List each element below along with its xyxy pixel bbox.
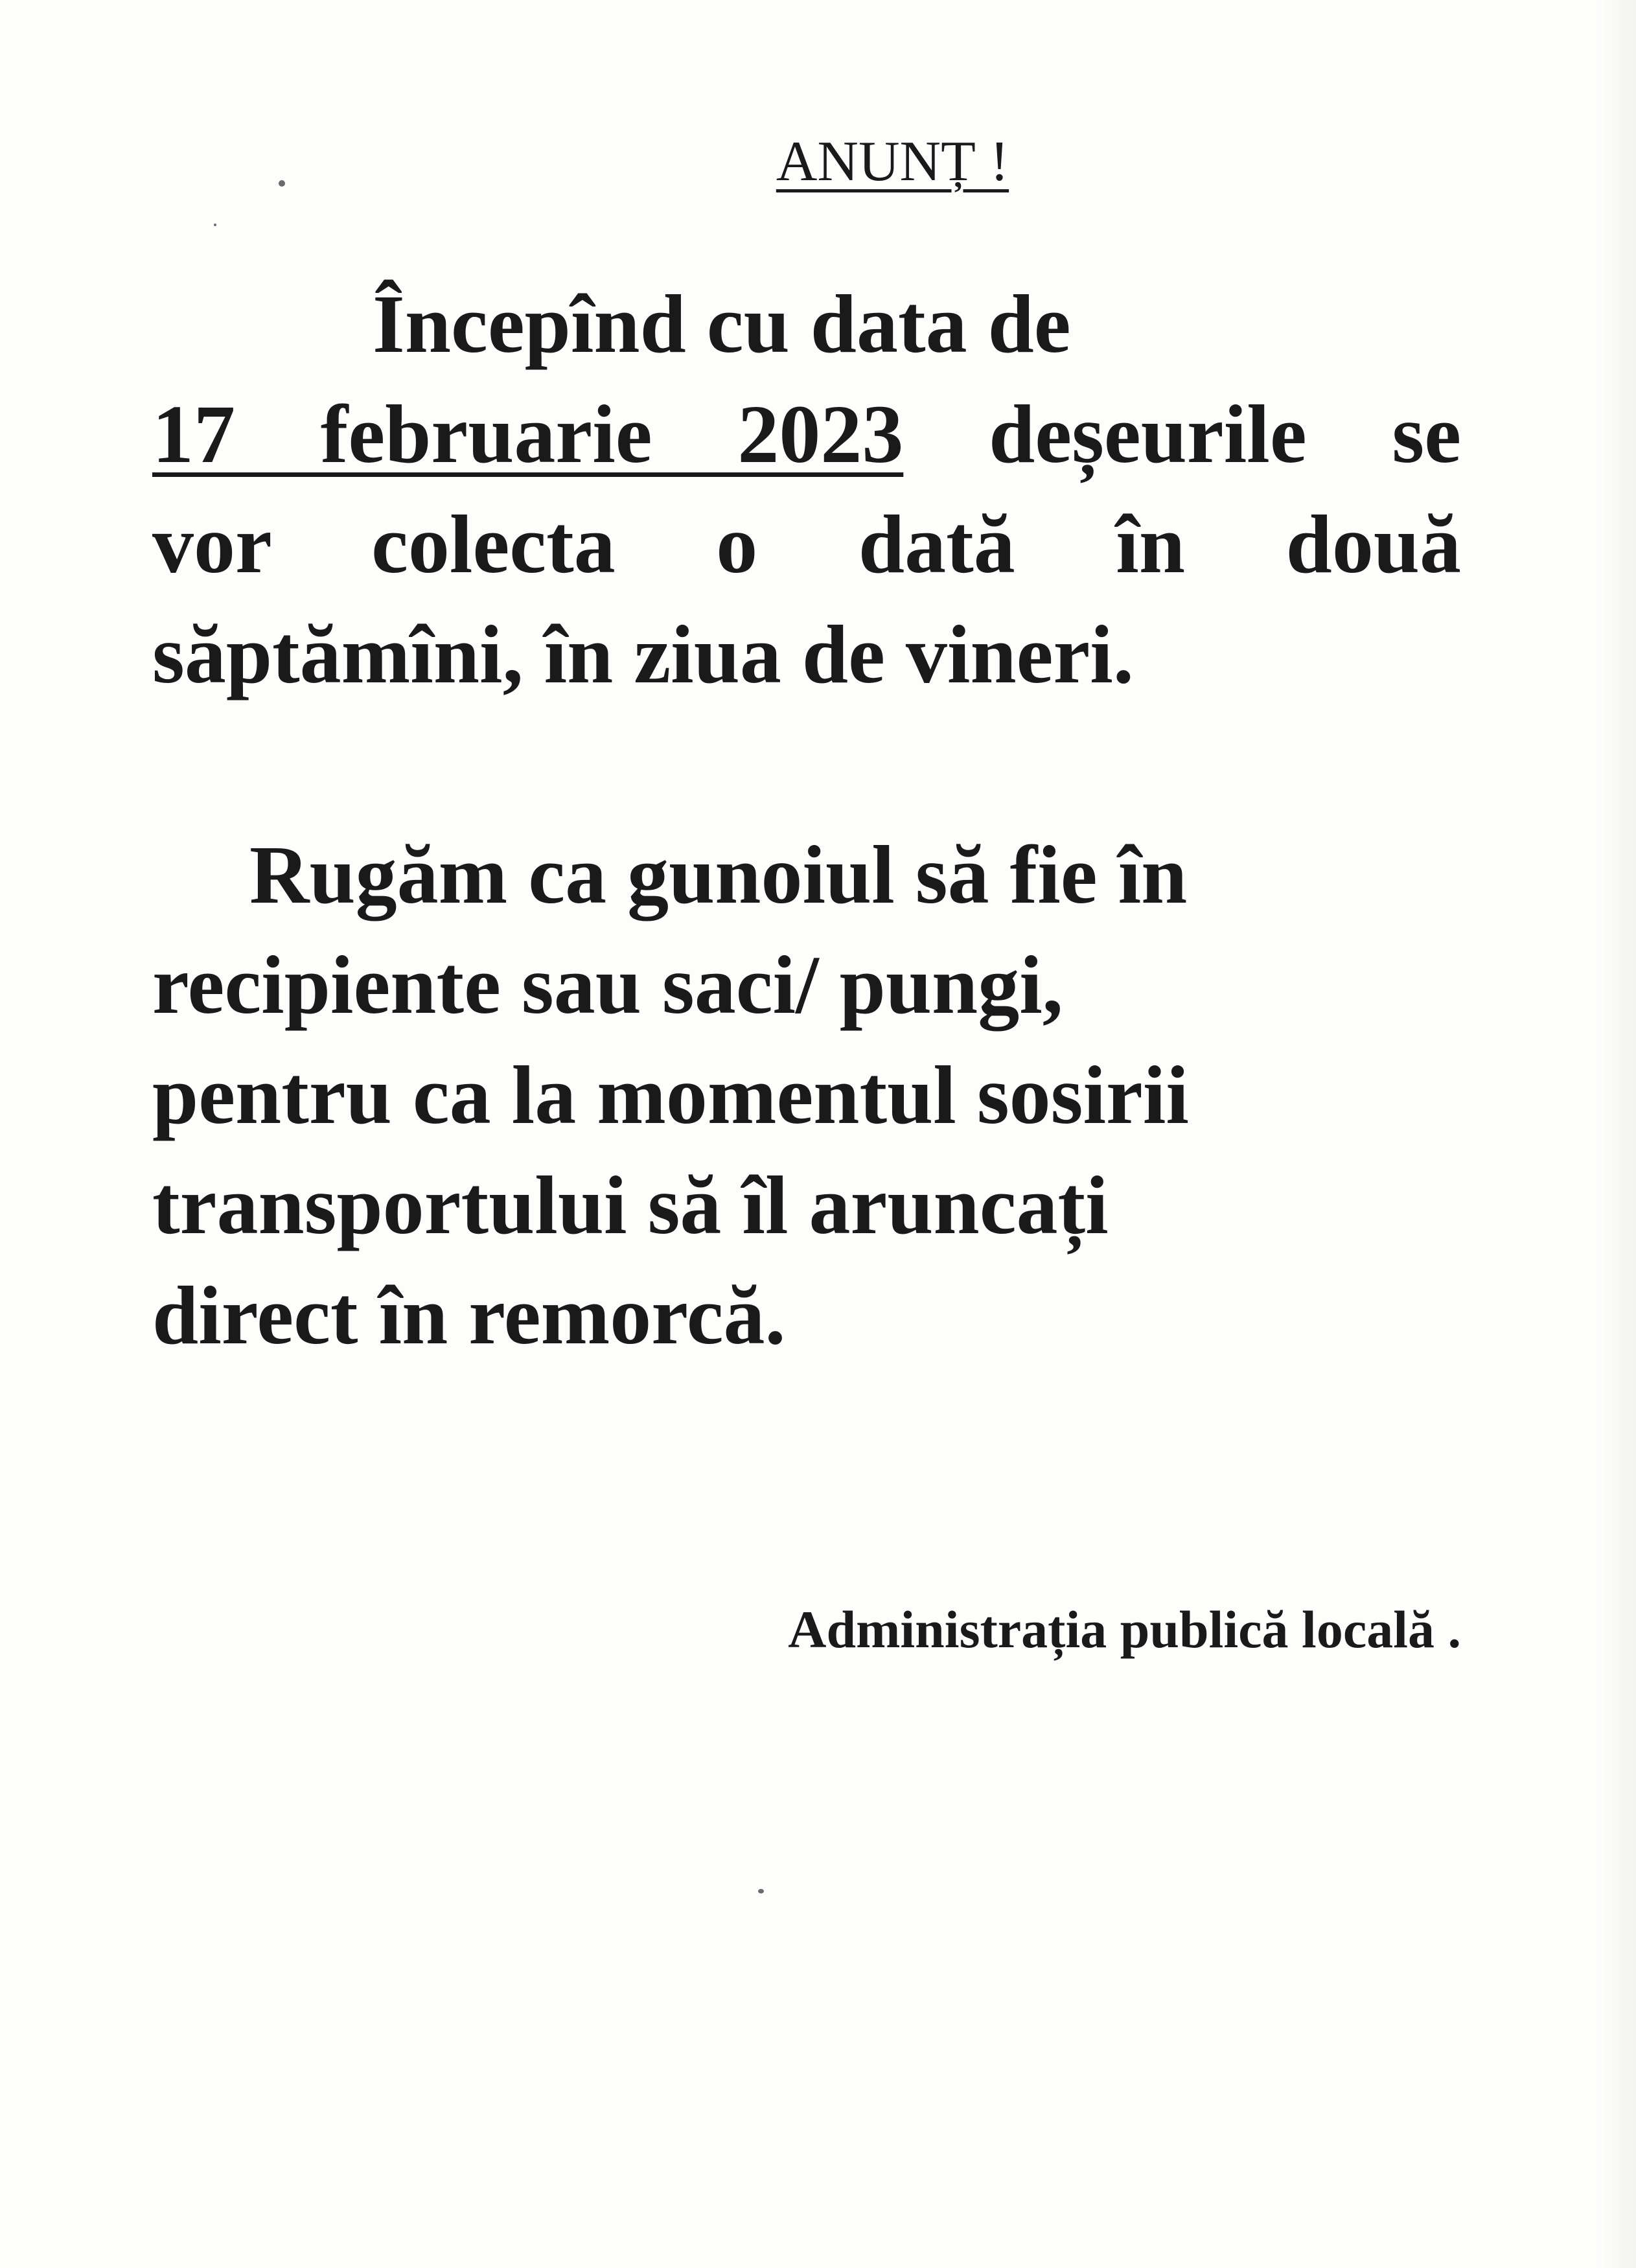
paragraph-line-rest: deșeurile se	[989, 388, 1461, 480]
paragraph-line: direct în remorcă.	[152, 1269, 786, 1361]
paragraph-line: vor colecta o dată în două	[152, 498, 1461, 590]
paragraph-line: Începînd cu data de	[373, 278, 1071, 370]
paragraph-line: săptămîni, în ziua de vineri.	[152, 608, 1134, 700]
notice-title: ANUNȚ !	[776, 130, 1009, 193]
paragraph-line: recipiente sau saci/ pungi,	[152, 939, 1063, 1031]
paragraph-line: pentru ca la momentul sosirii	[152, 1049, 1189, 1141]
scan-speck	[214, 224, 216, 226]
instructions-paragraph	[152, 820, 1461, 1371]
paragraph-line: transportului să îl aruncați	[152, 1159, 1109, 1251]
scan-speck	[758, 1889, 764, 1893]
paragraph-line	[152, 379, 1461, 489]
scan-edge-shadow	[1597, 0, 1636, 2268]
start-date: 17 februarie 2023	[152, 388, 904, 480]
paragraph-line: Rugăm ca gunoiul să fie în	[249, 829, 1188, 921]
signature: Administrația publică locală .	[788, 1600, 1461, 1659]
collection-schedule-paragraph	[152, 269, 1461, 710]
